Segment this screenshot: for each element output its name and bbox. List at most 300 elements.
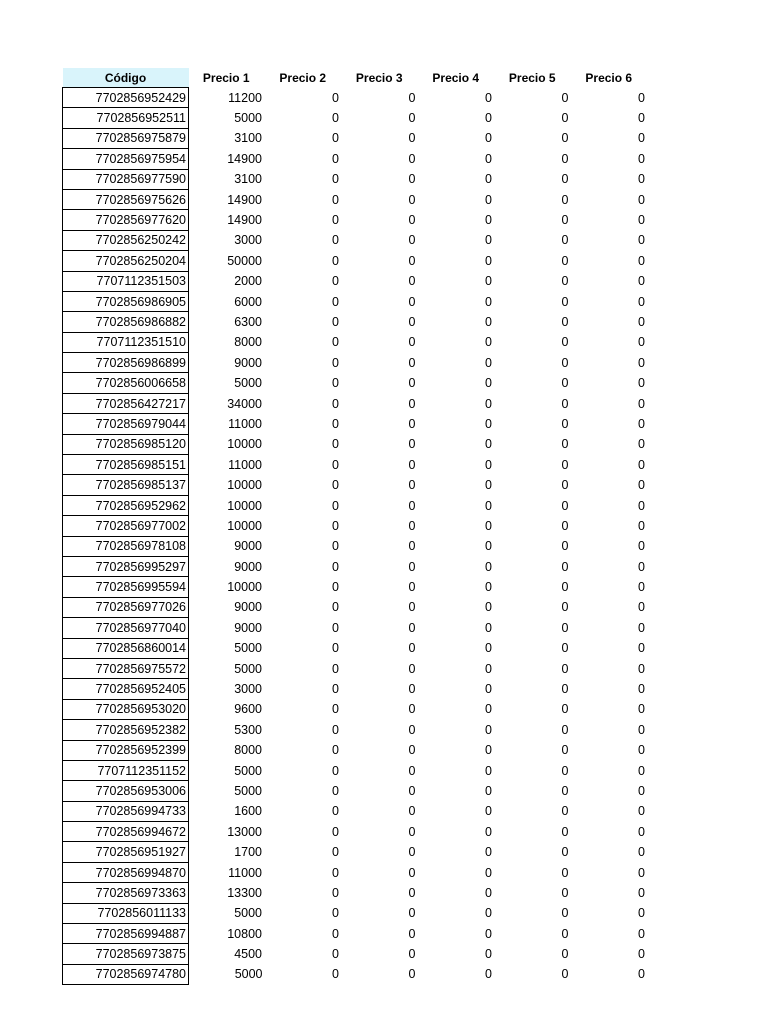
cell-precio-4[interactable]: 0 — [485, 192, 492, 207]
cell-precio-5[interactable]: 0 — [561, 253, 569, 268]
cell-precio-4[interactable]: 0 — [485, 926, 492, 941]
cell-precio-2[interactable]: 0 — [332, 682, 339, 697]
cell-precio-2[interactable]: 0 — [332, 947, 339, 962]
cell-precio-1[interactable]: 5000 — [234, 906, 262, 921]
cell-precio-3[interactable]: 0 — [408, 457, 416, 472]
cell-precio-2[interactable]: 0 — [332, 620, 339, 635]
cell-precio-2[interactable]: 0 — [332, 763, 339, 778]
cell-precio-3[interactable]: 0 — [408, 376, 416, 391]
cell-precio-4[interactable]: 0 — [485, 580, 492, 595]
cell-precio-6[interactable]: 0 — [638, 885, 645, 900]
cell-codigo[interactable]: 7702856977002 — [63, 516, 189, 536]
cell-precio-4[interactable]: 0 — [485, 783, 492, 798]
cell-precio-6[interactable]: 0 — [638, 172, 645, 187]
cell-precio-2[interactable]: 0 — [332, 437, 339, 452]
header-precio-5[interactable]: Precio 5 — [508, 70, 556, 85]
cell-precio-6[interactable]: 0 — [638, 580, 645, 595]
cell-precio-3[interactable]: 0 — [408, 967, 416, 982]
cell-precio-4[interactable]: 0 — [485, 682, 492, 697]
cell-precio-3[interactable]: 0 — [408, 213, 416, 228]
cell-precio-4[interactable]: 0 — [485, 131, 492, 146]
cell-precio-2[interactable]: 0 — [332, 90, 339, 105]
cell-precio-6[interactable]: 0 — [638, 845, 645, 860]
cell-precio-4[interactable]: 0 — [485, 294, 492, 309]
cell-precio-4[interactable]: 0 — [485, 722, 492, 737]
cell-precio-4[interactable]: 0 — [485, 947, 492, 962]
cell-codigo[interactable]: 7702856006658 — [63, 373, 189, 393]
cell-codigo[interactable]: 7702856860014 — [63, 638, 189, 658]
cell-precio-4[interactable]: 0 — [485, 845, 492, 860]
cell-precio-1[interactable]: 5000 — [234, 376, 262, 391]
cell-precio-3[interactable]: 0 — [408, 396, 416, 411]
cell-codigo[interactable]: 7702856995594 — [63, 577, 189, 597]
cell-precio-5[interactable]: 0 — [561, 213, 569, 228]
cell-precio-4[interactable]: 0 — [485, 396, 492, 411]
cell-precio-5[interactable]: 0 — [561, 233, 569, 248]
cell-codigo[interactable]: 7702856951927 — [63, 842, 189, 862]
cell-precio-5[interactable]: 0 — [561, 702, 569, 717]
cell-precio-1[interactable]: 11000 — [228, 457, 262, 472]
cell-precio-3[interactable]: 0 — [408, 906, 416, 921]
cell-precio-5[interactable]: 0 — [561, 641, 569, 656]
cell-precio-5[interactable]: 0 — [561, 437, 569, 452]
cell-precio-4[interactable]: 0 — [485, 335, 492, 350]
cell-precio-4[interactable]: 0 — [485, 253, 492, 268]
cell-precio-2[interactable]: 0 — [332, 355, 339, 370]
cell-precio-5[interactable]: 0 — [561, 192, 569, 207]
cell-codigo[interactable]: 7702856952399 — [63, 740, 189, 760]
cell-precio-2[interactable]: 0 — [332, 274, 339, 289]
cell-precio-5[interactable]: 0 — [561, 90, 569, 105]
cell-precio-2[interactable]: 0 — [332, 233, 339, 248]
cell-precio-3[interactable]: 0 — [408, 111, 416, 126]
cell-precio-6[interactable]: 0 — [638, 233, 645, 248]
cell-precio-6[interactable]: 0 — [638, 90, 645, 105]
cell-precio-3[interactable]: 0 — [408, 478, 416, 493]
cell-precio-5[interactable]: 0 — [561, 722, 569, 737]
cell-precio-4[interactable]: 0 — [485, 906, 492, 921]
cell-codigo[interactable]: 7702856973363 — [63, 883, 189, 903]
cell-precio-3[interactable]: 0 — [408, 335, 416, 350]
cell-codigo[interactable]: 7702856986899 — [63, 353, 189, 373]
cell-precio-6[interactable]: 0 — [638, 906, 645, 921]
cell-codigo[interactable]: 7702856978108 — [63, 536, 189, 556]
cell-precio-2[interactable]: 0 — [332, 967, 339, 982]
cell-precio-1[interactable]: 9000 — [234, 539, 262, 554]
cell-precio-1[interactable]: 11200 — [228, 90, 262, 105]
cell-precio-4[interactable]: 0 — [485, 885, 492, 900]
cell-codigo[interactable]: 7702856985137 — [63, 475, 189, 495]
cell-precio-2[interactable]: 0 — [332, 253, 339, 268]
cell-precio-4[interactable]: 0 — [485, 661, 492, 676]
cell-precio-1[interactable]: 5000 — [234, 661, 262, 676]
cell-precio-2[interactable]: 0 — [332, 314, 339, 329]
cell-precio-5[interactable]: 0 — [561, 804, 569, 819]
cell-precio-5[interactable]: 0 — [561, 498, 569, 513]
cell-codigo[interactable]: 7702856994672 — [63, 822, 189, 842]
cell-codigo[interactable]: 7702856994887 — [63, 924, 189, 944]
cell-precio-2[interactable]: 0 — [332, 478, 339, 493]
cell-precio-6[interactable]: 0 — [638, 702, 645, 717]
header-codigo[interactable]: Código — [63, 68, 189, 88]
cell-precio-3[interactable]: 0 — [408, 804, 416, 819]
cell-precio-4[interactable]: 0 — [485, 314, 492, 329]
cell-precio-6[interactable]: 0 — [638, 396, 645, 411]
cell-precio-5[interactable]: 0 — [561, 274, 569, 289]
cell-precio-6[interactable]: 0 — [638, 947, 645, 962]
cell-precio-2[interactable]: 0 — [332, 783, 339, 798]
cell-precio-5[interactable]: 0 — [561, 151, 569, 166]
cell-precio-3[interactable]: 0 — [408, 722, 416, 737]
cell-precio-5[interactable]: 0 — [561, 376, 569, 391]
cell-precio-2[interactable]: 0 — [332, 845, 339, 860]
cell-precio-2[interactable]: 0 — [332, 172, 339, 187]
cell-precio-1[interactable]: 1600 — [234, 804, 262, 819]
cell-precio-2[interactable]: 0 — [332, 498, 339, 513]
cell-precio-6[interactable]: 0 — [638, 355, 645, 370]
cell-precio-3[interactable]: 0 — [408, 885, 416, 900]
cell-precio-4[interactable]: 0 — [485, 743, 492, 758]
cell-precio-4[interactable]: 0 — [485, 457, 492, 472]
cell-precio-5[interactable]: 0 — [561, 682, 569, 697]
cell-precio-2[interactable]: 0 — [332, 580, 339, 595]
header-precio-6[interactable]: Precio 6 — [585, 70, 633, 85]
cell-precio-5[interactable]: 0 — [561, 457, 569, 472]
cell-precio-1[interactable]: 14900 — [227, 213, 262, 228]
cell-precio-2[interactable]: 0 — [332, 559, 339, 574]
cell-precio-3[interactable]: 0 — [408, 824, 416, 839]
cell-precio-5[interactable]: 0 — [561, 580, 569, 595]
cell-precio-2[interactable]: 0 — [332, 131, 339, 146]
cell-precio-6[interactable]: 0 — [638, 376, 645, 391]
cell-precio-4[interactable]: 0 — [485, 376, 492, 391]
cell-precio-2[interactable]: 0 — [332, 865, 339, 880]
cell-precio-4[interactable]: 0 — [485, 355, 492, 370]
cell-precio-1[interactable]: 3100 — [234, 131, 262, 146]
cell-precio-2[interactable]: 0 — [332, 743, 339, 758]
cell-precio-6[interactable]: 0 — [638, 314, 645, 329]
cell-precio-3[interactable]: 0 — [408, 682, 416, 697]
cell-precio-1[interactable]: 1700 — [234, 845, 262, 860]
cell-codigo[interactable]: 7702856975626 — [63, 189, 189, 209]
cell-precio-5[interactable]: 0 — [561, 355, 569, 370]
cell-precio-5[interactable]: 0 — [561, 926, 569, 941]
cell-precio-1[interactable]: 5000 — [234, 783, 262, 798]
cell-precio-5[interactable]: 0 — [561, 824, 569, 839]
cell-precio-3[interactable]: 0 — [408, 314, 416, 329]
cell-precio-5[interactable]: 0 — [561, 396, 569, 411]
cell-precio-5[interactable]: 0 — [561, 865, 569, 880]
cell-precio-5[interactable]: 0 — [561, 559, 569, 574]
cell-codigo[interactable]: 7702856977620 — [63, 210, 189, 230]
cell-precio-6[interactable]: 0 — [638, 824, 645, 839]
cell-precio-4[interactable]: 0 — [485, 865, 492, 880]
cell-precio-5[interactable]: 0 — [561, 600, 569, 615]
cell-codigo[interactable]: 7707112351152 — [63, 760, 189, 780]
cell-precio-5[interactable]: 0 — [561, 539, 569, 554]
cell-precio-1[interactable]: 5000 — [234, 641, 262, 656]
cell-precio-3[interactable]: 0 — [408, 294, 416, 309]
cell-precio-6[interactable]: 0 — [638, 457, 645, 472]
cell-precio-4[interactable]: 0 — [485, 151, 492, 166]
cell-precio-5[interactable]: 0 — [561, 478, 569, 493]
cell-precio-1[interactable]: 8000 — [234, 335, 262, 350]
cell-precio-1[interactable]: 50000 — [227, 253, 262, 268]
cell-precio-2[interactable]: 0 — [332, 906, 339, 921]
header-precio-2[interactable]: Precio 2 — [279, 70, 327, 85]
cell-precio-5[interactable]: 0 — [561, 294, 569, 309]
cell-precio-4[interactable]: 0 — [485, 518, 492, 533]
cell-precio-1[interactable]: 34000 — [227, 396, 262, 411]
cell-precio-4[interactable]: 0 — [485, 702, 492, 717]
cell-codigo[interactable]: 7707112351503 — [63, 271, 189, 291]
cell-precio-5[interactable]: 0 — [561, 111, 569, 126]
cell-codigo[interactable]: 7702856994733 — [63, 801, 189, 821]
cell-precio-6[interactable]: 0 — [638, 722, 645, 737]
cell-precio-3[interactable]: 0 — [408, 926, 416, 941]
cell-precio-3[interactable]: 0 — [408, 498, 416, 513]
cell-precio-6[interactable]: 0 — [638, 478, 645, 493]
cell-precio-6[interactable]: 0 — [638, 498, 645, 513]
cell-precio-5[interactable]: 0 — [561, 416, 569, 431]
cell-precio-4[interactable]: 0 — [485, 437, 492, 452]
cell-precio-6[interactable]: 0 — [638, 213, 645, 228]
header-precio-3[interactable]: Precio 3 — [355, 70, 403, 85]
cell-precio-1[interactable]: 2000 — [234, 274, 262, 289]
cell-codigo[interactable]: 7702856994870 — [63, 862, 189, 882]
cell-precio-4[interactable]: 0 — [485, 539, 492, 554]
cell-precio-4[interactable]: 0 — [485, 233, 492, 248]
cell-precio-3[interactable]: 0 — [408, 539, 416, 554]
cell-precio-3[interactable]: 0 — [408, 702, 416, 717]
cell-precio-5[interactable]: 0 — [561, 620, 569, 635]
cell-precio-6[interactable]: 0 — [638, 437, 645, 452]
cell-codigo[interactable]: 7702856011133 — [63, 903, 189, 923]
cell-precio-6[interactable]: 0 — [638, 111, 645, 126]
cell-precio-2[interactable]: 0 — [332, 192, 339, 207]
cell-precio-6[interactable]: 0 — [638, 294, 645, 309]
cell-precio-3[interactable]: 0 — [408, 559, 416, 574]
cell-precio-1[interactable]: 10000 — [227, 580, 262, 595]
cell-precio-5[interactable]: 0 — [561, 335, 569, 350]
cell-precio-2[interactable]: 0 — [332, 661, 339, 676]
cell-precio-4[interactable]: 0 — [485, 111, 492, 126]
cell-precio-3[interactable]: 0 — [408, 131, 416, 146]
cell-precio-3[interactable]: 0 — [408, 580, 416, 595]
header-precio-1[interactable]: Precio 1 — [202, 70, 250, 85]
cell-precio-6[interactable]: 0 — [638, 967, 645, 982]
cell-codigo[interactable]: 7702856979044 — [63, 414, 189, 434]
cell-codigo[interactable]: 7702856985151 — [63, 455, 189, 475]
cell-precio-3[interactable]: 0 — [408, 172, 416, 187]
cell-precio-4[interactable]: 0 — [485, 274, 492, 289]
cell-precio-4[interactable]: 0 — [485, 620, 492, 635]
cell-precio-4[interactable]: 0 — [485, 641, 492, 656]
cell-precio-6[interactable]: 0 — [638, 192, 645, 207]
cell-precio-5[interactable]: 0 — [561, 885, 569, 900]
cell-codigo[interactable]: 7702856977040 — [63, 618, 189, 638]
cell-precio-1[interactable]: 5000 — [234, 111, 262, 126]
cell-precio-2[interactable]: 0 — [332, 600, 339, 615]
cell-precio-3[interactable]: 0 — [408, 355, 416, 370]
cell-precio-1[interactable]: 10000 — [227, 437, 262, 452]
cell-precio-3[interactable]: 0 — [408, 192, 416, 207]
cell-codigo[interactable]: 7702856977590 — [63, 169, 189, 189]
cell-precio-1[interactable]: 5000 — [234, 967, 263, 982]
cell-precio-2[interactable]: 0 — [332, 151, 339, 166]
cell-precio-2[interactable]: 0 — [332, 926, 339, 941]
cell-precio-1[interactable]: 10800 — [227, 926, 262, 941]
cell-precio-3[interactable]: 0 — [408, 437, 416, 452]
cell-codigo[interactable]: 7702856975954 — [63, 149, 189, 169]
cell-codigo[interactable]: 7702856250242 — [63, 230, 189, 250]
cell-codigo[interactable]: 7702856974780 — [63, 964, 189, 984]
cell-precio-2[interactable]: 0 — [332, 722, 339, 737]
cell-precio-1[interactable]: 14900 — [227, 192, 262, 207]
cell-precio-1[interactable]: 10000 — [227, 518, 262, 533]
cell-precio-5[interactable]: 0 — [561, 518, 569, 533]
cell-codigo[interactable]: 7702856986882 — [63, 312, 189, 332]
cell-codigo[interactable]: 7702856977026 — [63, 597, 189, 617]
cell-precio-1[interactable]: 11000 — [228, 416, 262, 431]
cell-precio-5[interactable]: 0 — [561, 763, 569, 778]
cell-precio-1[interactable]: 9000 — [234, 620, 262, 635]
cell-codigo[interactable]: 7702856973875 — [63, 944, 189, 964]
cell-precio-6[interactable]: 0 — [638, 131, 645, 146]
cell-precio-3[interactable]: 0 — [408, 253, 416, 268]
cell-precio-3[interactable]: 0 — [408, 641, 416, 656]
cell-precio-6[interactable]: 0 — [638, 600, 645, 615]
cell-precio-3[interactable]: 0 — [408, 743, 416, 758]
cell-precio-2[interactable]: 0 — [332, 824, 339, 839]
cell-precio-6[interactable]: 0 — [638, 253, 645, 268]
cell-codigo[interactable]: 7702856953006 — [63, 781, 189, 801]
cell-codigo[interactable]: 7707112351510 — [63, 332, 189, 352]
cell-precio-5[interactable]: 0 — [561, 783, 569, 798]
cell-precio-1[interactable]: 9000 — [234, 355, 262, 370]
cell-precio-6[interactable]: 0 — [638, 335, 645, 350]
cell-precio-6[interactable]: 0 — [638, 804, 645, 819]
cell-precio-2[interactable]: 0 — [332, 294, 339, 309]
cell-precio-6[interactable]: 0 — [638, 559, 645, 574]
cell-precio-3[interactable]: 0 — [408, 600, 416, 615]
cell-precio-1[interactable]: 10000 — [227, 498, 262, 513]
cell-precio-1[interactable]: 10000 — [227, 478, 262, 493]
cell-precio-6[interactable]: 0 — [638, 518, 645, 533]
cell-precio-6[interactable]: 0 — [638, 151, 645, 166]
cell-precio-4[interactable]: 0 — [485, 600, 492, 615]
cell-precio-1[interactable]: 9600 — [234, 702, 262, 717]
cell-precio-5[interactable]: 0 — [561, 131, 569, 146]
cell-precio-1[interactable]: 9000 — [234, 559, 262, 574]
cell-precio-4[interactable]: 0 — [485, 967, 492, 982]
cell-precio-1[interactable]: 14900 — [227, 151, 262, 166]
cell-codigo[interactable]: 7702856975572 — [63, 658, 189, 678]
cell-codigo[interactable]: 7702856952429 — [63, 88, 189, 108]
cell-precio-3[interactable]: 0 — [408, 416, 416, 431]
cell-precio-6[interactable]: 0 — [638, 865, 645, 880]
cell-precio-5[interactable]: 0 — [561, 743, 569, 758]
cell-precio-1[interactable]: 13000 — [227, 824, 262, 839]
cell-precio-3[interactable]: 0 — [408, 90, 416, 105]
cell-precio-6[interactable]: 0 — [638, 641, 645, 656]
cell-precio-3[interactable]: 0 — [408, 865, 416, 880]
cell-codigo[interactable]: 7702856985120 — [63, 434, 189, 454]
cell-precio-2[interactable]: 0 — [332, 416, 339, 431]
cell-precio-6[interactable]: 0 — [638, 539, 645, 554]
cell-precio-5[interactable]: 0 — [561, 947, 569, 962]
cell-precio-5[interactable]: 0 — [561, 967, 569, 982]
cell-precio-4[interactable]: 0 — [485, 824, 492, 839]
cell-precio-6[interactable]: 0 — [638, 620, 645, 635]
cell-precio-3[interactable]: 0 — [408, 763, 416, 778]
cell-precio-6[interactable]: 0 — [638, 926, 645, 941]
cell-precio-4[interactable]: 0 — [485, 172, 492, 187]
cell-precio-1[interactable]: 6000 — [234, 294, 262, 309]
cell-precio-1[interactable]: 4500 — [234, 947, 262, 962]
cell-codigo[interactable]: 7702856952511 — [63, 108, 189, 128]
cell-precio-4[interactable]: 0 — [485, 559, 492, 574]
cell-precio-4[interactable]: 0 — [485, 498, 492, 513]
cell-precio-3[interactable]: 0 — [408, 620, 416, 635]
header-precio-4[interactable]: Precio 4 — [432, 70, 480, 85]
cell-precio-3[interactable]: 0 — [408, 661, 416, 676]
cell-precio-5[interactable]: 0 — [561, 906, 569, 921]
cell-precio-3[interactable]: 0 — [408, 947, 416, 962]
cell-codigo[interactable]: 7702856427217 — [63, 393, 189, 413]
cell-codigo[interactable]: 7702856952382 — [63, 720, 189, 740]
cell-precio-4[interactable]: 0 — [485, 478, 492, 493]
cell-precio-3[interactable]: 0 — [408, 151, 416, 166]
cell-precio-4[interactable]: 0 — [485, 90, 492, 105]
cell-precio-5[interactable]: 0 — [561, 172, 569, 187]
cell-precio-2[interactable]: 0 — [332, 885, 339, 900]
cell-precio-1[interactable]: 9000 — [234, 600, 262, 615]
cell-precio-3[interactable]: 0 — [408, 518, 416, 533]
cell-precio-2[interactable]: 0 — [332, 539, 339, 554]
cell-precio-2[interactable]: 0 — [332, 213, 339, 228]
cell-precio-6[interactable]: 0 — [638, 416, 645, 431]
cell-precio-6[interactable]: 0 — [638, 661, 645, 676]
cell-precio-6[interactable]: 0 — [638, 783, 645, 798]
cell-precio-1[interactable]: 3100 — [234, 172, 262, 187]
cell-precio-4[interactable]: 0 — [485, 804, 492, 819]
cell-precio-6[interactable]: 0 — [638, 682, 645, 697]
cell-precio-5[interactable]: 0 — [561, 661, 569, 676]
cell-precio-6[interactable]: 0 — [638, 274, 645, 289]
cell-codigo[interactable]: 7702856952962 — [63, 495, 189, 515]
cell-codigo[interactable]: 7702856953020 — [63, 699, 189, 719]
cell-precio-1[interactable]: 11000 — [228, 865, 262, 880]
cell-precio-4[interactable]: 0 — [485, 416, 492, 431]
cell-precio-1[interactable]: 5000 — [234, 763, 262, 778]
cell-precio-2[interactable]: 0 — [332, 457, 339, 472]
cell-precio-2[interactable]: 0 — [332, 804, 339, 819]
cell-precio-3[interactable]: 0 — [408, 845, 416, 860]
cell-precio-2[interactable]: 0 — [332, 111, 339, 126]
cell-precio-1[interactable]: 13300 — [227, 885, 262, 900]
cell-precio-6[interactable]: 0 — [638, 743, 645, 758]
cell-precio-2[interactable]: 0 — [332, 335, 339, 350]
cell-precio-2[interactable]: 0 — [332, 376, 339, 391]
cell-precio-1[interactable]: 8000 — [234, 743, 262, 758]
cell-precio-5[interactable]: 0 — [561, 845, 569, 860]
cell-precio-3[interactable]: 0 — [408, 233, 416, 248]
cell-codigo[interactable]: 7702856952405 — [63, 679, 189, 699]
cell-precio-1[interactable]: 5300 — [234, 722, 262, 737]
cell-precio-6[interactable]: 0 — [638, 763, 645, 778]
cell-codigo[interactable]: 7702856986905 — [63, 291, 189, 311]
